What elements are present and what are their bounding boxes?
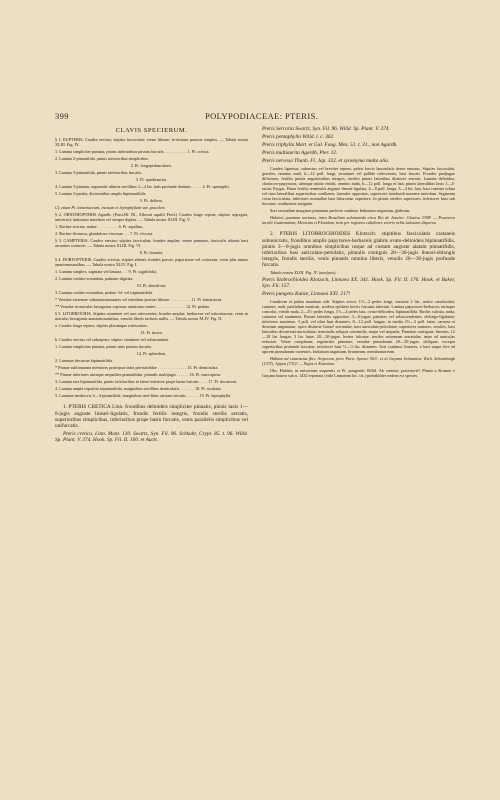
key-entry: 2. Lamina 2-pinnatifida, pinnis inferioribus simplicibus. <box>55 156 149 162</box>
observation: Obs. Habitus in universum sequentis et Pt. pungentis Willd. Ab varietas posterioris? Planta a Kramer e Guyana batava sub n. 1432 reportata (vide Linnaeam loc. cit.) probabiliter eadem est species. <box>262 368 455 379</box>
key-result: 5. Pt. deflexa. <box>139 198 164 204</box>
key-entry: 1. Rachee strictae, nudae . . . . . . . . . . 6. Pt. aquilina. <box>55 224 144 230</box>
key-entry: 1. Lamina simplex, sagittata vel hastata . . . 9. Pt. sagittifolia. <box>55 269 158 275</box>
key-entry: ** Venulae in maculas hexagonas copiosas anastomo-santes . . . . . . . . . . . . . . 12. Pt. pedata. <box>55 304 210 310</box>
section-doryopteris: § 4. DORYOPTERIS. Caudex erectus; stipites ebenei; frondes parvae, papyraceae vel coriaceae, venis plus minus anastomosantibus. — Tabula nostra XLIV. Fig. I. <box>55 257 248 268</box>
synonym: Pteris nervosa Thunb. Fl. Jap. 332. et synonyma multa alia. <box>262 158 390 165</box>
key-result: 8. Pt. biaurita. <box>139 250 164 256</box>
section-eupteris: § 1. EUPTERIS. Caudex erectus; stipites fasciculati; venae liberae; lo-dosium praerue simplex. — Tabula nostra XLIII. Fig. IV. <box>55 137 248 148</box>
key-result: 14. Pt. splendens. <box>136 351 167 357</box>
key-entry: a. Caudex longe repens; stipites plerumque rufescentes. <box>55 323 149 329</box>
species-description: 1. PTERIS CRETICA Linn. frondibus deltoideis simpliciter pinnatis, pinnis laxis 1—8-jugis anguste lineari-ligulatis, frondis fertilis integris, frondis sterilis serratis, superioribus simplicibus, inferioribus prope basin furcatis, venis parallelis simplicibus vel unifurcatis. <box>55 404 248 429</box>
synonym: Pteris Serraria Swartz, Syn. Fil. 96. Willd. Sp. Plant. V. 374. <box>262 126 390 132</box>
key-result: 10. Pt. dentifrons. <box>136 283 167 289</box>
section-ornithopteris: § 2. ORNITHOPTERIS Agardh. (Parsi.Hf. Bl., Allosori aquilii Presl.) Caudex longe repens; stipites segregati, universiti; indusium interdum vel semper duplex. — Tabula nostra XLIII. Fig. V. <box>55 212 248 223</box>
key-entry: 3. Lamina cordato-rotundata, pedato- bi- vel tripinnatifida. <box>55 290 154 296</box>
key-entry: 3. Lamina 3-pinnatifida, pinnis inferioribus furcatis. <box>55 170 143 176</box>
habitat: Habitat, quantum novimus, intra Brasiliam solummodo circa Rio de Janeiro: Glaziou 3308! — Praeterea incolit Guatemalam, Mexicum et Floridam, item per regiones calidiores veteris orbis latissime dispersa. <box>262 215 455 226</box>
key-entry: 3. Lamina tota bipinnatifida, pinnis inferioribus in latere inferiore prope basin furcatis . . . . 17. Pt. decurrens. <box>55 379 238 385</box>
left-column <box>55 126 248 445</box>
running-title: POLYPODIACEAE: PTERIS. <box>205 111 319 121</box>
species-description: 2. PTERIS LITOBROCHIOIDES Klotzsch: stipitibus fasciculatis castaneis subnuicratis, frondibus amplis papyraceo-herbaceis glabris ovato-deltoideis bipinnatifidis, pinnis 3—6-jugis omnibus simplicibus usque ad costam anguste alatam pinnatifidis, inferioribus basi auriculato-petiolatis, pinnulis contiguis 20—30-jugis lineari-oblongis integris, frondis sterilis, venis pinnatis omnino liberis, venulis 20—30-jugis profunde furcatis. <box>262 231 455 268</box>
synonym: Pteris triphylla Mart. et Gal. Foug. Mex. 51. t. 31., non Agardh. <box>262 142 398 149</box>
key-heading: CLAVIS SPECIERUM. <box>115 127 188 134</box>
key-note: Cf. etiam Pt. lomariaceam, incisam et leptophyllam var. gracilem. <box>55 205 166 211</box>
synonym: Pteris litobrochioides Klotzsch, Linnaea XX. 341. Hook. Sp. Fil. II. 176. Hook. et Baker, Syn. Fil. 157. <box>262 277 455 290</box>
section-campteria: § 3. CAMPTERIA. Caudex erectus; stipites fasciculati; frondes amplae; venae pinnatae, fasciculis ultimis basi arcuatim connexis. — Tabula nostra XLIII. Fig. VI. <box>55 238 248 249</box>
key-entry: * Pinnae sublonnonta inferiores praecipue infra pin-natifidae . . . . . . . . . . . . . . 15. Pt. denticulata. <box>55 365 219 371</box>
plate-reference: Tabula nostra XLIII. Fig. IV. (analysis). <box>270 270 337 276</box>
key-entry: 1. Lamina simpliciter pinnata, pinnis inferioribus passim furcatis . . . . . . . . . . . 1. Pt. cretica. <box>55 149 210 155</box>
page-number: 399 <box>55 111 69 121</box>
key-entry: * Venulae extremae subanastomosantes vel interdum prorsus liberae . . . . . . . . . . 11. Pt. lomariacea. <box>55 297 223 303</box>
key-entry: 2. Rachee flexuosa, glanduloso-viscosae . . . 7. Pt. viscosa. <box>55 231 154 237</box>
key-result: 3. Pt. quadriaurita. <box>135 177 168 183</box>
key-entry: 5. Laminae mediocris 3—4-pinnatifida, marginibus steri-libus aristato-serratis . . . . . . 19. Pt. leptophylla. <box>55 393 232 399</box>
synonym: Pteris pentaphylla Willd. l. c. 362. <box>262 134 335 141</box>
description: Caudex lignosus, subrectus vel breviter repens, paleis fuscis lanceolatis dense onustus. Stipites fasciculati, graciles, omnino nudi, 6—12 poll. longi, straminei vel pallide rufescentes, basi fuscati. Frondes pauljugae difformes, fertiles pinnis angustioribus integris, steriles pinnis latioribus distincte serratis. Lamina deltoidea, chartaceo-papyracea, utrinque nitida viridis, omnino nuda, 6—12 poll. longa et lata, pinnis lateralibus laxis 1—4- rarius 8-jugis. Pinna fertilis terminalis anguste lineari-ligulata, 4—8 poll. longa, 3—4 lin. lata, basi cuneata soluta vel cum lateralibus superioribus confluens; laterales oppositae, superiores trendundi nonnere interdum. Segmenta costa fasciculata, inferiores nonnullae basi bifurcatae superiore. In pinnis steriles superiores, inferiores basi sub furcatae; confluentia insignita. <box>262 166 455 207</box>
key-entry: 1. Lamina simpliciter pinnata, pinnis imis passim furcatis. <box>55 344 153 350</box>
synonym: Pteris multiaurita Agardh, Pter. 12. <box>262 150 338 157</box>
synonym: Pteris pungens Kunze, Linnaea XXI. 217! <box>262 291 351 298</box>
habitat: Habitat ad cataractas fluv. Aripecuru prov. Para: Spruce 561!, et in Guyana britannica: Rich. Schomburgk (1337), Appun (731)! — Najas et Extratras. <box>262 356 455 367</box>
key-entry: 4. Lamina 3-pinnata, segmentis ultimis sterilibus 3—4 lin. latis profunde dentatis . . . . . 4. Pt. sprengelii. <box>55 184 230 190</box>
key-entry: 2. Lamina cordato-rotundata, palmato-digitata. <box>55 276 134 282</box>
key-result: 2. Pt. longepeduncularis. <box>130 163 173 169</box>
key-entry: 4. Lamina ampla tripartita tripinnatifida, marginibus sterilibus denticulatis . . . . . . . 18. Pt. aculeata. <box>55 386 222 392</box>
key-result: 13. Pt. incisa. <box>140 330 163 336</box>
description: Sori secundum margines pinnarum perfecte continui. Indusium angustum, glabrum. <box>270 208 411 214</box>
section-litobrochia: § 5. LITOBROCHIA. Stipites straminei vel rare rufescentes; frondes amplae, herbaceae vel subcoriaceae, venis in maculas hexagonas anastomosantibus, venulis liberis inclusis nullis. — Tabula nostra XLIV. Fig. II. <box>55 311 248 322</box>
description: Caudicem et paleas mundum vidi. Stipites erecti, 1½—2 pedes longi, crassitie 2 lin., antice canaliculati, castanei, nudi, pauliulum muricati, aciebus epitheta brevis furcatus intertuit. Lamina papyraceo-herbacea, utrinque concolor, viridis nuda, 2—2½ pedes longa, 1½—2 pedes lata, ovato-deltoidea, bipinnatifida. Rachis sulcata, nuda, castanea vel straminea. Pinnae laterales oppositae, 3—6-jugae, patentes vel subascendentes, oblongo-ligulatae; inferiores maximae, 3 poll. vel ultra basi distantes, 8—12 poll. longae, in medio 2½—3 poll. latae, carnosa et deorsum angustatae, apice distincte linear! serratulae, basi auriculato-petiolatae; superiores minores, sessiles, basi latioribus decurrenti-auriculatae; terminalis reliquis consimilis, major vel aequalis. Pinnulae contiguae, lineares, 12—18 lin. longae, 3 lin. latae, 20—30-jugae, leviter falcatae, steriles extremam serratulae, imae ad auriculas reductae. Venae complanae, regulariter pinnatae; venulae pinnularum 20—30-jugae, obliquae, excepta superioribus profunde furcatae, inferiores basi ½—⅓ lin. distantes. Sori continui, lineares, e basi usque fere ad apicem pinnularum currentes. Indusium angustum, brunneum, membranaceum. <box>262 299 455 355</box>
key-entry: b. Caudex erectus vel subrepens; stipites straminei vel substraminei. <box>55 337 170 343</box>
key-entry: 2. Laminae decursae bipinnatifida. <box>55 358 114 364</box>
species-references: Pteris cretica, Linn. Mant. 130. Swartz, Syn. Fil. 96. Schkuhr, Crypt. 85. t. 96. Willd. Sp. Plant. V. 374. Hook. Sp. Fil. II. 160. et Auctt. <box>55 430 248 443</box>
key-entry: 5. Lamina 3-partita, divisionibus amplis bipinnatifidis. <box>55 191 147 197</box>
key-entry: ** Pinnae inferiores utrinque aequaliter pinnatifidae, pinnulis multijugis . . . . . . 16. Pt. macroptera. <box>55 372 222 378</box>
right-column <box>262 126 455 380</box>
